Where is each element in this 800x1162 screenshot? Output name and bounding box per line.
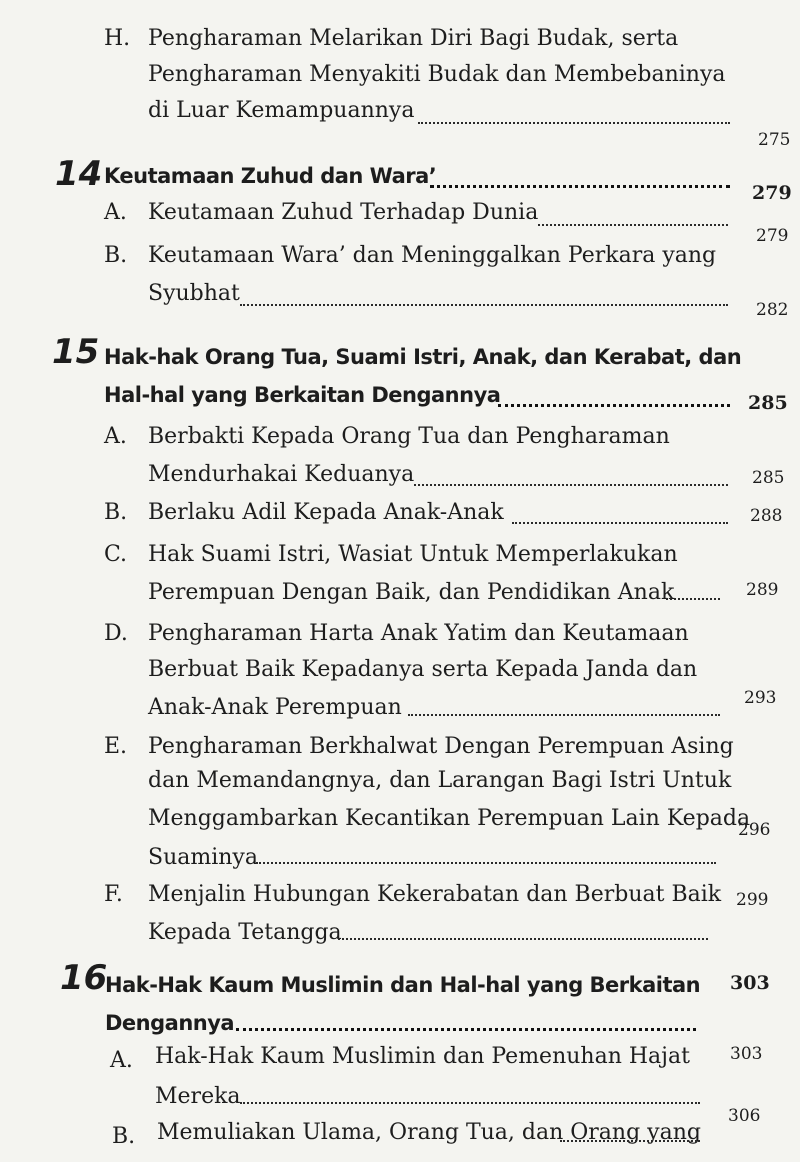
entry-letter: B. — [112, 1124, 136, 1149]
dot-leader — [418, 122, 730, 124]
entry-text-line: Pengharaman Harta Anak Yatim dan Keutamaan — [148, 621, 689, 646]
entry-letter: B. — [104, 500, 128, 525]
page-number: 279 — [756, 226, 789, 246]
dot-leader — [240, 1102, 700, 1104]
entry-text-line: Keutamaan Zuhud Terhadap Dunia — [148, 200, 539, 225]
entry-text-line: Hak Suami Istri, Wasiat Untuk Memperlakukan — [148, 542, 678, 567]
entry-letter: A. — [104, 424, 127, 449]
entry-letter: B. — [104, 243, 128, 268]
entry-letter: D. — [104, 621, 128, 646]
entry-text-line: Suaminya — [148, 845, 258, 870]
dot-leader — [538, 224, 728, 226]
entry-text-line: dan Memandangnya, dan Larangan Bagi Istri Untuk — [148, 768, 732, 793]
chapter-page-number: 285 — [748, 392, 788, 414]
entry-text-line: Pengharaman Menyakiti Budak dan Membebaninya — [148, 62, 726, 87]
page-number: 299 — [736, 890, 769, 910]
chapter-number: 16 — [60, 958, 108, 998]
page-number: 303 — [730, 1044, 763, 1064]
entry-text-line: Berlaku Adil Kepada Anak-Anak — [148, 500, 504, 525]
dot-leader — [338, 938, 708, 940]
entry-letter: A. — [110, 1048, 133, 1073]
dot-leader — [408, 714, 720, 716]
page-number: 275 — [758, 130, 791, 150]
page-number: 306 — [728, 1106, 761, 1126]
entry-letter: H. — [104, 26, 131, 51]
entry-text-line: Mereka — [155, 1084, 241, 1109]
page-number: 288 — [750, 506, 783, 526]
entry-letter: C. — [104, 542, 128, 567]
entry-text-line: Berbakti Kepada Orang Tua dan Pengharaman — [148, 424, 670, 449]
chapter-title-line: Hak-Hak Kaum Muslimin dan Hal-hal yang Berkaitan — [105, 973, 701, 997]
entry-text-line: Menggambarkan Kecantikan Perempuan Lain Kepada — [148, 806, 751, 831]
page-number: 282 — [756, 300, 789, 320]
entry-text-line: Keutamaan Wara’ dan Meninggalkan Perkara yang — [148, 243, 717, 268]
dot-leader — [240, 304, 728, 306]
entry-text-line: Perempuan Dengan Baik, dan Pendidikan Anak — [148, 580, 675, 605]
dot-leader — [236, 1028, 696, 1031]
entry-letter: A. — [104, 200, 127, 225]
entry-text-line: Hak-Hak Kaum Muslimin dan Pemenuhan Hajat — [155, 1044, 690, 1069]
entry-text-line: Pengharaman Berkhalwat Dengan Perempuan Asing — [148, 734, 734, 759]
chapter-number: 14 — [55, 154, 103, 194]
chapter-title-line: Hak-hak Orang Tua, Suami Istri, Anak, dan Kerabat, dan — [104, 345, 742, 369]
entry-text-line: Berbuat Baik Kepadanya serta Kepada Janda dan — [148, 657, 698, 682]
page-number: 289 — [746, 580, 779, 600]
dot-leader — [512, 522, 728, 524]
entry-letter: F. — [104, 882, 123, 907]
dot-leader — [414, 484, 728, 486]
entry-text-line: di Luar Kemampuannya — [148, 98, 415, 123]
page-number: 293 — [744, 688, 777, 708]
entry-text-line: Menjalin Hubungan Kekerabatan dan Berbuat Baik — [148, 882, 722, 907]
dot-leader — [498, 404, 730, 407]
page-number: 285 — [752, 468, 785, 488]
entry-letter: E. — [104, 734, 128, 759]
dot-leader — [256, 862, 716, 864]
entry-text-line: Syubhat — [148, 281, 240, 306]
chapter-page-number: 279 — [752, 182, 792, 204]
chapter-title: Keutamaan Zuhud dan Wara’ — [104, 164, 437, 188]
chapter-page-number: 303 — [730, 972, 770, 994]
dot-leader — [430, 185, 730, 188]
chapter-title-line: Hal-hal yang Berkaitan Dengannya — [104, 383, 501, 407]
entry-text-line: Mendurhakai Keduanya — [148, 462, 415, 487]
dot-leader — [560, 1140, 700, 1142]
dot-leader — [666, 598, 720, 600]
chapter-number: 15 — [52, 332, 100, 372]
entry-text-line: Kepada Tetangga — [148, 920, 342, 945]
page-number: 296 — [738, 820, 771, 840]
entry-text-line: Anak-Anak Perempuan — [148, 695, 402, 720]
chapter-title-line: Dengannya — [105, 1011, 235, 1035]
entry-text-line: Pengharaman Melarikan Diri Bagi Budak, serta — [148, 26, 679, 51]
entry-text-line: Memuliakan Ulama, Orang Tua, dan Orang yang — [157, 1120, 701, 1145]
